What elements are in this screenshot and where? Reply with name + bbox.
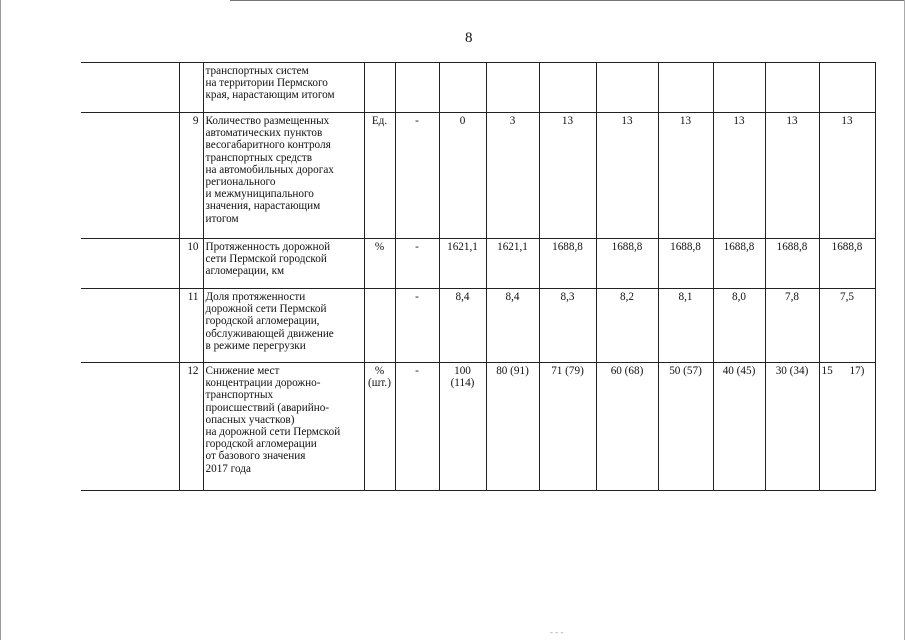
year-value: 0 <box>439 113 486 239</box>
year-value: 1688,8 <box>765 239 819 289</box>
year-value <box>819 63 875 113</box>
year-value <box>658 63 713 113</box>
blank-cell <box>81 239 179 289</box>
year-value: 7,5 <box>819 289 875 363</box>
year-value: 15 17) <box>819 363 875 491</box>
row-number: 12 <box>179 363 203 491</box>
year-value <box>486 63 539 113</box>
year-value: 13 <box>596 113 658 239</box>
table-row <box>81 239 875 289</box>
base-value: - <box>395 113 439 239</box>
year-value: 40 (45) <box>713 363 765 491</box>
year-value: 1621,1 <box>439 239 486 289</box>
unit-cell <box>364 63 395 113</box>
unit-cell: Ед. <box>364 113 395 239</box>
year-value: 13 <box>713 113 765 239</box>
year-value: 60 (68) <box>596 363 658 491</box>
blank-cell <box>81 289 179 363</box>
year-value: 30 (34) <box>765 363 819 491</box>
page-number: 8 <box>465 30 473 46</box>
unit-cell: % (шт.) <box>364 363 395 491</box>
year-value <box>765 63 819 113</box>
year-value: 7,8 <box>765 289 819 363</box>
year-value <box>539 63 596 113</box>
blank-cell <box>81 63 179 113</box>
year-value <box>596 63 658 113</box>
year-value: 13 <box>765 113 819 239</box>
year-value: 1621,1 <box>486 239 539 289</box>
year-value: 80 (91) <box>486 363 539 491</box>
indicator-name: Снижение мест концентрации дорожно- транспортных происшествий (аварийно- опасных участков) на дорожной сети Пермской городской агломерации от базового значения 2017 года <box>203 363 364 491</box>
indicator-name: транспортных систем на территории Пермского края, нарастающим итогом <box>203 63 364 113</box>
year-value: 1688,8 <box>596 239 658 289</box>
year-value: 8,3 <box>539 289 596 363</box>
left-border-line <box>0 0 1 640</box>
row-number: 11 <box>179 289 203 363</box>
year-value: 8,2 <box>596 289 658 363</box>
blank-cell <box>81 113 179 239</box>
row-number: 10 <box>179 239 203 289</box>
year-value: 8,0 <box>713 289 765 363</box>
year-value: 1688,8 <box>713 239 765 289</box>
year-value: 8,4 <box>486 289 539 363</box>
table-row <box>81 289 875 363</box>
blank-cell <box>81 363 179 491</box>
unit-cell: % <box>364 239 395 289</box>
year-value: 71 (79) <box>539 363 596 491</box>
table-row <box>81 113 875 239</box>
row-number: 9 <box>179 113 203 239</box>
base-value: - <box>395 363 439 491</box>
top-border-line <box>230 0 905 1</box>
year-value: 13 <box>658 113 713 239</box>
year-value: 8,4 <box>439 289 486 363</box>
year-value: 50 (57) <box>658 363 713 491</box>
indicator-name: Протяженность дорожной сети Пермской городской агломерации, км <box>203 239 364 289</box>
table-row <box>81 63 875 113</box>
indicator-name: Доля протяженности дорожной сети Пермской городской агломерации, обслуживающей движение в режиме перегрузки <box>203 289 364 363</box>
year-value: 13 <box>819 113 875 239</box>
year-value <box>439 63 486 113</box>
row-number <box>179 63 203 113</box>
year-value <box>713 63 765 113</box>
year-value: 100 (114) <box>439 363 486 491</box>
base-value: - <box>395 289 439 363</box>
table-row <box>81 363 875 491</box>
year-value: 1688,8 <box>539 239 596 289</box>
indicator-name: Количество размещенных автоматических пунктов весогабаритного контроля транспортных средств на автомобильных дорогах регионального и межмуниципального значения, нарастающим итогом <box>203 113 364 239</box>
year-value: 1688,8 <box>658 239 713 289</box>
year-value: 1688,8 <box>819 239 875 289</box>
base-value <box>395 63 439 113</box>
indicators-table <box>81 62 876 491</box>
year-value: 3 <box>486 113 539 239</box>
unit-cell <box>364 289 395 363</box>
scan-mark: - - - <box>550 627 564 637</box>
base-value: - <box>395 239 439 289</box>
year-value: 8,1 <box>658 289 713 363</box>
year-value: 13 <box>539 113 596 239</box>
